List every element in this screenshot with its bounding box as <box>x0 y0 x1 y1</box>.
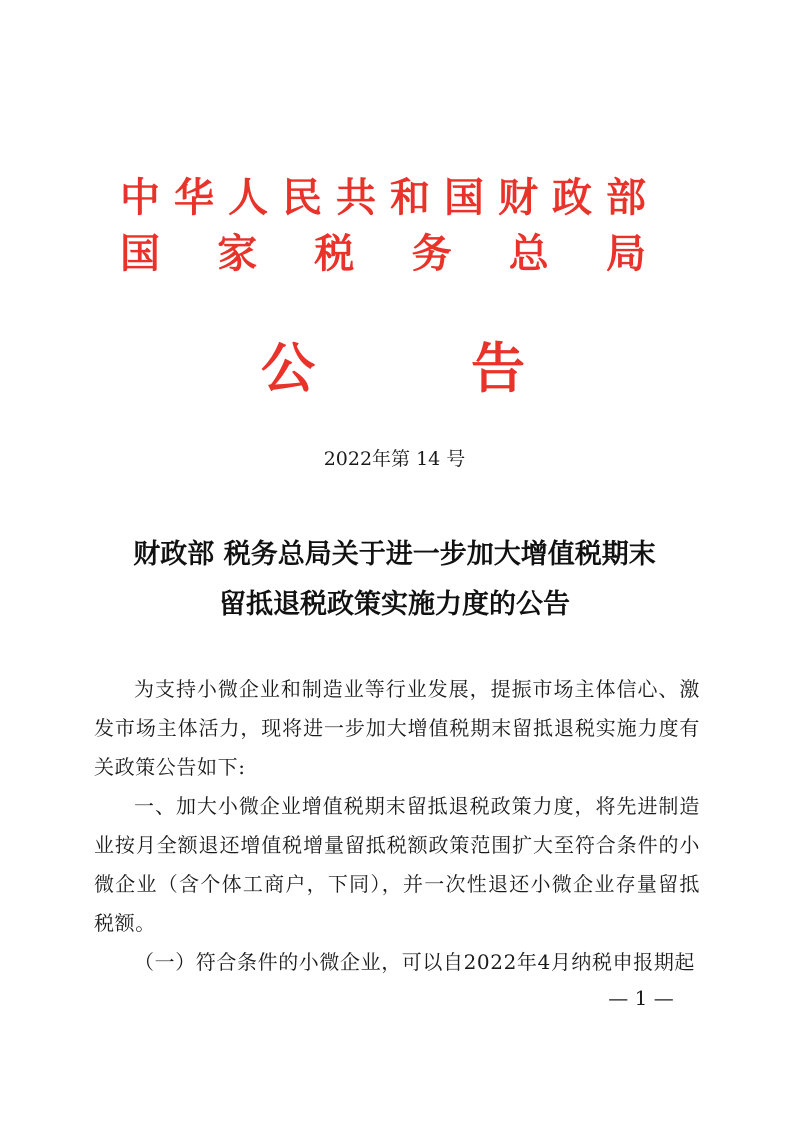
masthead-char: 财 <box>498 174 538 221</box>
masthead-char: 国 <box>120 230 160 277</box>
masthead-char: 家 <box>217 230 258 277</box>
masthead-char: 政 <box>552 174 592 221</box>
masthead-char: 总 <box>508 230 549 277</box>
notice-char: 告 <box>471 336 525 400</box>
masthead-char: 华 <box>174 174 214 221</box>
agency-line-tax-administration <box>118 232 648 276</box>
masthead-char: 部 <box>606 174 646 221</box>
masthead-char: 中 <box>120 174 160 221</box>
masthead-char: 民 <box>282 174 322 221</box>
page-number: — 1 — <box>608 986 674 1010</box>
title-line-1: 财政部 税务总局关于进一步加大增值税期末 <box>133 539 656 570</box>
title-line-2: 留抵退税政策实施力度的公告 <box>219 589 570 620</box>
body-paragraph: （一）符合条件的小微企业，可以自2022年4月纳税申报期起 <box>134 950 696 974</box>
body-paragraph: 一、加大小微企业增值税期末留抵退税政策力度，将先进制造业按月全额退还增值税增量留抵税额政策范围扩大至符合条件的小微企业（含个体工商户，下同），并一次性退还小微企业存量留抵税额。 <box>94 794 700 935</box>
masthead-char: 人 <box>228 174 268 221</box>
agency-line-ministry-of-finance <box>118 176 648 220</box>
masthead-char: 税 <box>314 230 355 277</box>
masthead-char: 和 <box>390 174 430 221</box>
masthead-char: 局 <box>605 230 646 277</box>
document-body <box>94 670 700 982</box>
masthead-char: 国 <box>444 174 484 221</box>
document-number: 2022年第 14 号 <box>323 448 466 470</box>
notice-char: 公 <box>261 336 315 400</box>
body-paragraph: 为支持小微企业和制造业等行业发展，提振市场主体信心、激发市场主体活力，现将进一步加大增值税期末留抵退税实施力度有关政策公告如下: <box>94 677 700 779</box>
notice-heading <box>258 338 528 398</box>
masthead-char: 务 <box>411 230 452 277</box>
document-title <box>0 530 789 630</box>
masthead-char: 共 <box>336 174 376 221</box>
